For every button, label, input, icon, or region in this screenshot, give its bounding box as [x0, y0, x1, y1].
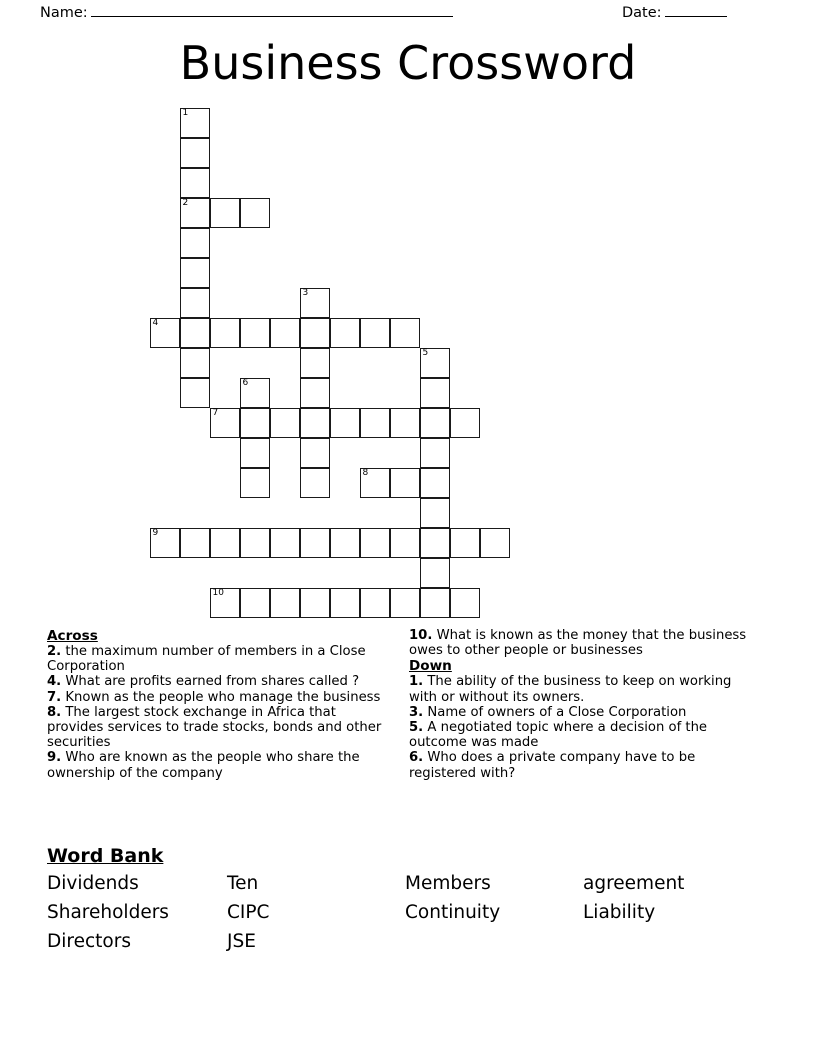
word-bank-word-agreement[interactable]: agreement: [583, 873, 685, 894]
word-bank-word-jse[interactable]: JSE: [227, 931, 256, 952]
word-bank-word-shareholders[interactable]: Shareholders: [47, 902, 169, 923]
clue-text: Known as the people who manage the business: [61, 689, 381, 705]
grid-cell[interactable]: [270, 528, 300, 558]
clue-text: the maximum number of members in a Close Corporation: [47, 644, 366, 675]
grid-cell[interactable]: [210, 198, 240, 228]
grid-cell-numbered-4[interactable]: [150, 318, 180, 348]
grid-cell-number: 2: [182, 198, 189, 208]
clue-text: Who does a private company have to be registered with?: [409, 750, 696, 781]
grid-cell[interactable]: [300, 348, 330, 378]
grid-cell[interactable]: [210, 318, 240, 348]
grid-cell[interactable]: [240, 198, 270, 228]
clue-text: A negotiated topic where a decision of the outcome was made: [409, 720, 708, 751]
word-bank: [47, 873, 747, 960]
grid-cell[interactable]: [270, 408, 300, 438]
grid-cell[interactable]: [180, 228, 210, 258]
grid-cell-number: 6: [242, 378, 249, 388]
clue-number: 5.: [409, 720, 424, 736]
word-bank-word-ten[interactable]: Ten: [227, 873, 259, 894]
grid-cell[interactable]: [330, 318, 360, 348]
worksheet-header: [0, 2, 816, 26]
word-bank-word-liability[interactable]: Liability: [583, 902, 656, 923]
grid-cell[interactable]: [360, 528, 390, 558]
word-bank-title: Word Bank: [47, 845, 164, 867]
date-field-group: [622, 4, 727, 21]
grid-cell[interactable]: [300, 318, 330, 348]
grid-cell[interactable]: [240, 408, 270, 438]
clue-down-6: [409, 750, 747, 780]
grid-cell[interactable]: [240, 318, 270, 348]
grid-cell[interactable]: [330, 408, 360, 438]
clues-section: [0, 628, 816, 833]
clue-number: 2.: [47, 644, 62, 659]
clue-text: What is known as the money that the business owes to other people or businesses: [409, 628, 747, 659]
grid-cell-number: 10: [212, 588, 224, 598]
grid-cell[interactable]: [420, 498, 450, 528]
grid-cell-number: 3: [302, 288, 309, 298]
grid-cell[interactable]: [300, 528, 330, 558]
grid-cell[interactable]: [300, 378, 330, 408]
grid-cell[interactable]: [240, 588, 270, 618]
clue-text: The ability of the business to keep on working with or without its owners.: [409, 674, 732, 705]
clue-across-8: [47, 705, 387, 751]
clue-across-4: [47, 674, 387, 689]
grid-cell[interactable]: [450, 528, 480, 558]
word-bank-word-cipc[interactable]: CIPC: [227, 902, 270, 923]
clue-down-1: [409, 674, 747, 704]
clue-across-10: [409, 628, 747, 658]
grid-cell-numbered-1[interactable]: [180, 108, 210, 138]
clue-number: 7.: [47, 689, 62, 705]
clue-down-3: [409, 705, 747, 720]
clue-text: The largest stock exchange in Africa that provides services to trade stocks, bonds and other securities: [47, 704, 382, 751]
grid-cell-number: 7: [212, 408, 219, 418]
grid-cell[interactable]: [180, 288, 210, 318]
clue-number: 1.: [409, 674, 424, 690]
grid-cell-numbered-10[interactable]: [210, 588, 240, 618]
across-heading: Across: [47, 628, 98, 644]
grid-cell[interactable]: [390, 318, 420, 348]
grid-cell-numbered-7[interactable]: [210, 408, 240, 438]
clues-column-right: [409, 628, 747, 781]
grid-cell[interactable]: [300, 438, 330, 468]
word-bank-row: [47, 931, 747, 960]
clue-number: 6.: [409, 750, 424, 766]
grid-cell[interactable]: [270, 588, 300, 618]
name-label: Name:: [40, 5, 88, 21]
date-label: Date:: [622, 5, 662, 21]
grid-cell[interactable]: [300, 468, 330, 498]
grid-cell[interactable]: [180, 168, 210, 198]
grid-cell[interactable]: [180, 138, 210, 168]
grid-cell-numbered-5[interactable]: [420, 348, 450, 378]
grid-cell-numbered-6[interactable]: [240, 378, 270, 408]
clue-number: 8.: [47, 704, 62, 720]
grid-cell-number: 9: [152, 528, 159, 538]
grid-cell[interactable]: [300, 408, 330, 438]
grid-cell[interactable]: [420, 558, 450, 588]
grid-cell[interactable]: [240, 528, 270, 558]
grid-cell[interactable]: [420, 408, 450, 438]
word-bank-row: [47, 902, 747, 931]
grid-cell[interactable]: [180, 258, 210, 288]
word-bank-row: [47, 873, 747, 902]
grid-cell-numbered-3[interactable]: [300, 288, 330, 318]
down-heading: Down: [409, 658, 452, 675]
grid-cell[interactable]: [300, 588, 330, 618]
grid-cell[interactable]: [420, 468, 450, 498]
word-bank-word-continuity[interactable]: Continuity: [405, 902, 501, 923]
crossword-grid: [150, 108, 520, 628]
word-bank-word-dividends[interactable]: Dividends: [47, 873, 139, 894]
grid-cell[interactable]: [390, 408, 420, 438]
grid-cell[interactable]: [390, 528, 420, 558]
grid-cell-number: 8: [362, 468, 369, 478]
grid-cell[interactable]: [240, 468, 270, 498]
grid-cell-number: 5: [422, 348, 429, 358]
clue-number: 3.: [409, 704, 424, 720]
grid-cell[interactable]: [390, 468, 420, 498]
grid-cell-numbered-9[interactable]: [150, 528, 180, 558]
grid-cell-number: 4: [152, 318, 159, 328]
grid-cell[interactable]: [180, 528, 210, 558]
grid-cell[interactable]: [180, 348, 210, 378]
grid-cell[interactable]: [360, 588, 390, 618]
grid-cell-numbered-8[interactable]: [360, 468, 390, 498]
grid-cell[interactable]: [390, 588, 420, 618]
clue-across-2: [47, 644, 387, 674]
clue-across-7: [47, 690, 387, 705]
date-input-line[interactable]: [665, 4, 727, 17]
grid-cell[interactable]: [360, 318, 390, 348]
clue-text: Name of owners of a Close Corporation: [423, 704, 687, 720]
grid-cell[interactable]: [420, 528, 450, 558]
grid-cell[interactable]: [450, 588, 480, 618]
clue-number: 9.: [47, 750, 62, 766]
grid-cell[interactable]: [180, 318, 210, 348]
clue-number: 4.: [47, 674, 62, 690]
grid-cell-number: 1: [182, 108, 189, 118]
grid-cell[interactable]: [330, 588, 360, 618]
grid-cell[interactable]: [180, 378, 210, 408]
grid-cell[interactable]: [330, 528, 360, 558]
grid-cell[interactable]: [360, 408, 390, 438]
grid-cell[interactable]: [240, 438, 270, 468]
word-bank-word-directors[interactable]: Directors: [47, 931, 131, 952]
grid-cell-numbered-2[interactable]: [180, 198, 210, 228]
clues-column-left: [47, 628, 387, 781]
name-input-line[interactable]: [91, 4, 453, 17]
clue-down-5: [409, 720, 747, 750]
grid-cell[interactable]: [420, 438, 450, 468]
clue-text: Who are known as the people who share the ownership of the company: [47, 750, 360, 781]
grid-cell[interactable]: [420, 588, 450, 618]
grid-cell[interactable]: [480, 528, 510, 558]
grid-cell[interactable]: [450, 408, 480, 438]
clue-across-9: [47, 750, 387, 780]
clue-number: 10.: [409, 628, 433, 643]
grid-cell[interactable]: [210, 528, 240, 558]
word-bank-word-members[interactable]: Members: [405, 873, 491, 894]
grid-cell[interactable]: [420, 378, 450, 408]
grid-cell[interactable]: [270, 318, 300, 348]
page-title: Business Crossword: [179, 36, 637, 90]
name-field-group: [40, 4, 453, 21]
clue-text: What are profits earned from shares called ?: [61, 674, 360, 690]
